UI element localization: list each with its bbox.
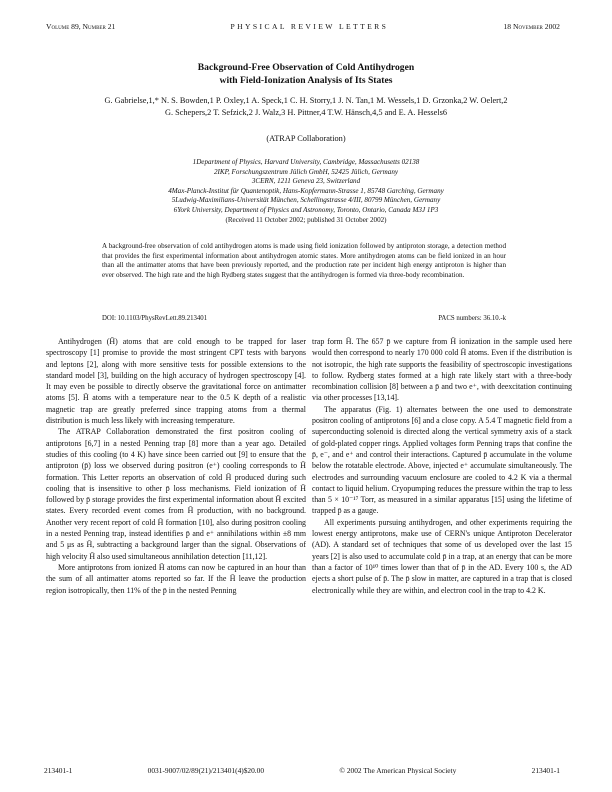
pacs-numbers: PACS numbers: 36.10.-k xyxy=(438,315,506,322)
affiliations xyxy=(60,158,552,225)
copyright: © 2002 The American Physical Society xyxy=(339,766,457,775)
affiliation: 6York University, Department of Physics and Astronomy, Toronto, Ontario, Canada M3J 1P3 xyxy=(173,205,439,214)
article-id-left: 213401-1 xyxy=(44,766,73,775)
author-list xyxy=(48,95,564,119)
running-head xyxy=(46,22,560,31)
article-code: 0031-9007/02/89(21)/213401(4)$20.00 xyxy=(147,766,265,775)
paragraph: trap form H̄. The 657 p̄ we capture from H̄ ionization in the sample used here would then correspond to nearly 170 000 cold H̄ atoms. Even if the distribution is not isotropic, the high rate supports the feasibility of spectroscopic investigations to follow. Rydberg states formed at a high rate likely start with a three-body recombination collision [8] between a p̄ and two e⁺, with deexcitation continuing via other processes [13,14]. xyxy=(312,337,572,403)
title-line-2: with Field-Ionization Analysis of Its States xyxy=(219,74,393,86)
issue-date: 18 November 2002 xyxy=(503,22,560,31)
authors-line-2: G. Schepers,2 T. Sefzick,2 J. Walz,3 H. Pittner,4 T.W. Hänsch,4,5 and E. A. Hessels6 xyxy=(164,108,448,117)
volume-info: Volume 89, Number 21 xyxy=(46,22,116,31)
paragraph: More antiprotons from ionized H̄ atoms can now be captured in an hour than the sum of all antimatter atoms reported so far. If the H̄ leave the production region isotropically, then 11% of the p̄ in the nested Penning xyxy=(46,562,306,595)
affiliation: 3CERN, 1211 Geneva 23, Switzerland xyxy=(251,177,361,186)
affiliation: 4Max-Planck-Institut für Quantenoptik, Hans-Kopfermann-Strasse 1, 85748 Garching, Germany xyxy=(168,186,444,195)
right-column xyxy=(312,336,572,596)
left-column xyxy=(46,336,306,596)
article-title xyxy=(60,62,552,87)
received-dates: (Received 11 October 2002; published 31 October 2002) xyxy=(225,215,387,224)
title-line-1: Background-Free Observation of Cold Antihydrogen xyxy=(197,62,415,73)
authors-line-1: G. Gabrielse,1,* N. S. Bowden,1 P. Oxley,1 A. Speck,1 C. H. Storry,1 J. N. Tan,1 M. Wessels,1 D. Grzonka,2 W. Oelert,2 xyxy=(104,96,508,105)
page-footer xyxy=(44,766,560,775)
paragraph: The ATRAP Collaboration demonstrated the first positron cooling of antiprotons [6,7] in a nested Penning trap [8] more than a year ago. Detailed studies of this cooling (to 4 K) have since been carried out [9] to ensure that the antiproton (p̄) loss we observed during positron (e⁺) cooling corresponds to H̄ formation. This Letter reports an observation of cold H̄ produced during such cooling that is insensitive to other p̄ loss mechanisms. Field ionization of H̄ followed by p̄ storage provides the first experimental information about H̄ excited states. Every recorded event comes from H̄ production, with no background. Another very recent report of cold H̄ formation [10], also during positron cooling in a nested Penning trap, instead identifies p̄ and e⁺ annihilations within ±8 mm and 5 μs as H̄, subtracting a background larger than the signal. Observations of high velocity H̄ also used simultaneous annihilation detection [11,12]. xyxy=(46,427,306,561)
article-id-right: 213401-1 xyxy=(531,766,560,775)
doi: DOI: 10.1103/PhysRevLett.89.213401 xyxy=(102,315,208,322)
collaboration-name: (ATRAP Collaboration) xyxy=(266,134,346,143)
paragraph: Antihydrogen (H̄) atoms that are cold enough to be trapped for laser spectroscopy [1] promise to provide the most stringent CPT tests with baryons and leptons [2], along with more sensitive tests for possible extensions to the standard model [3], building on the high accuracy of hydrogen spectroscopy [4]. It may even be possible to directly observe the gravitational force on antimatter atoms [5]. H̄ atoms with a temperature near to the 0.5 K depth of a realistic magnetic trap are greatly preferred since trapping atoms from a thermal distribution is much less likely with increasing temperature. xyxy=(46,337,306,426)
paragraph: The apparatus (Fig. 1) alternates between the one used to demonstrate positron cooling of antiprotons [6] and a close copy. A 5.4 T magnetic field from a superconducting solenoid is directed along the vertical symmetry axis of a stack of gold-plated copper rings. Applied voltages form Penning traps that confine the p̄, e⁻, and e⁺ and control their interactions. Captured p̄ accumulate in the volume below the rotatable electrode. Above, injected e⁺ accumulate simultaneously. The electrodes and surrounding vacuum enclosure are cooled to 4.2 K via a thermal contact to liquid helium. Cryopumping reduces the pressure within the trap to less than 5 × 10⁻¹⁷ Torr, as measured in a similar apparatus [15] using the lifetime of trapped p̄ as a gauge. xyxy=(312,404,572,516)
abstract: A background-free observation of cold antihydrogen atoms is made using field ionization followed by antiproton storage, a detection method that provides the first experimental information about antihydrogen atomic states. More antihydrogen atoms can be field ionized in an hour than all the antimatter atoms that have been previously reported, and the production rate per incident high energy antiproton is higher than ever observed. The high rate and the high Rydberg states suggest that the antihydrogen is formed via three-body recombination. xyxy=(102,242,506,279)
journal-name: PHYSICAL REVIEW LETTERS xyxy=(230,22,389,31)
paragraph: All experiments pursuing antihydrogen, and other experiments requiring the lowest energy antiprotons, make use of CERN's unique Antiproton Decelerator (AD). A standard set of techniques that some of us developed over the last 15 years [2] is also used to accumulate cold p̄ in a trap, at an energy that can be more than a factor of 10¹⁰ times lower than that of p̄ in the AD. Every 100 s, the AD ejects a short pulse of p̄. The p̄ slow in matter, are captured in a trap that is closed electronically while they are within, and electron cool in the trap to 4.2 K. xyxy=(312,517,572,595)
affiliation: 5Ludwig-Maximilians-Universität München, Schellingstrasse 4/III, 80799 München, Germany xyxy=(171,196,441,205)
affiliation: 2IKP, Forschungszentrum Jülich GmbH, 52425 Jülich, Germany xyxy=(213,167,399,176)
article-identifiers xyxy=(102,315,506,322)
affiliation: 1Department of Physics, Harvard University, Cambridge, Massachusetts 02138 xyxy=(192,158,420,166)
